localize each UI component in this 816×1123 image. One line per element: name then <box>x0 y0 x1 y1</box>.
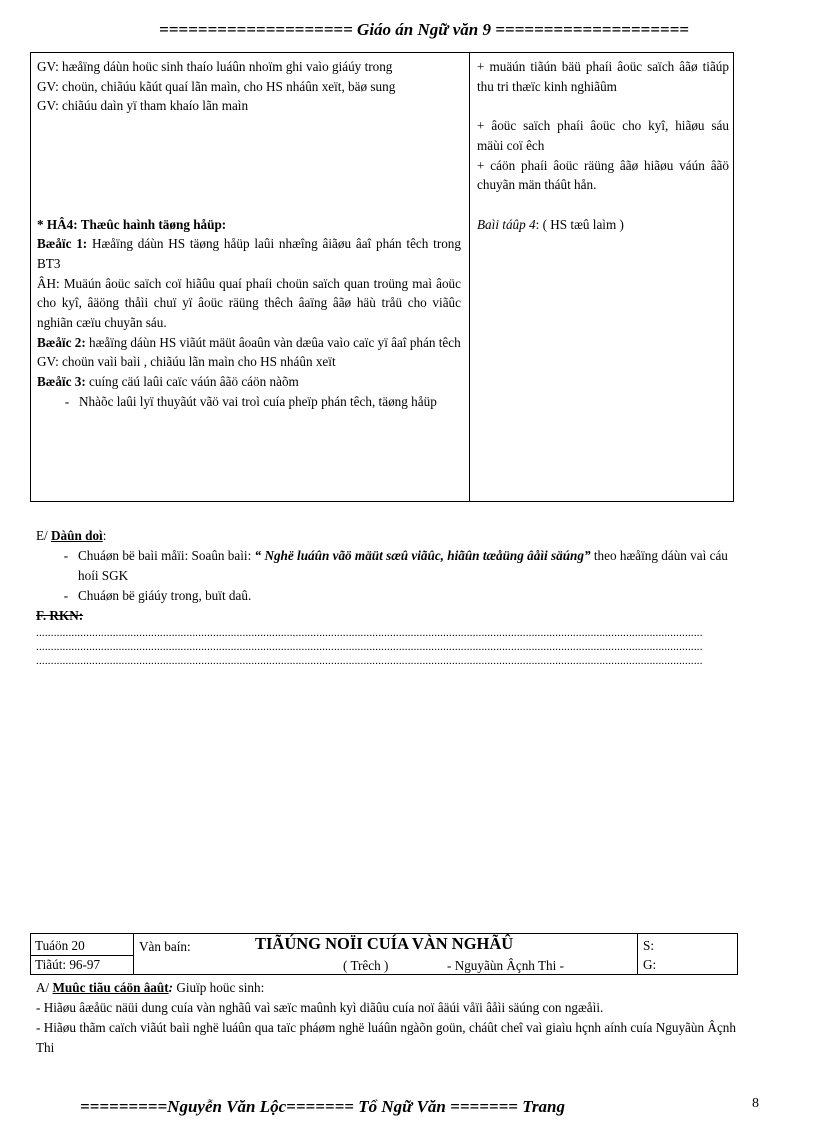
s-label: S: <box>643 938 654 953</box>
bullet-item: - Chuáøn bë giáúy trong, buït daû. <box>63 588 252 603</box>
text-line: + cáön phaíi âoüc räüng âãø hiãøu váún âãö chuyãn män tháût hån. <box>477 157 729 193</box>
step-2: Bæåïc 2: hæåïng dáùn HS viãút mäüt âoaûn vàn dæûa vaìo caïc yï âaî phán têch <box>37 334 461 350</box>
homework-heading: E/ Dàûn doì: <box>36 528 107 543</box>
activity-heading: * HÂ4: Thæûc haình täøng håüp: <box>37 216 227 232</box>
objective-item: - Hiãøu thãm caïch viãút baìi nghë luáûn qua taïc pháøm nghë luáûn ngàõn goün, cháût cheî vaì giaìu hçnh aính cuía Nguyãùn Âçnh Thi <box>36 1020 736 1055</box>
lesson-info-table <box>30 933 738 975</box>
column-divider <box>469 53 470 501</box>
rkn-heading: F. RKN: <box>36 608 84 623</box>
excerpt-note: ( Trêch ) <box>343 958 389 973</box>
step-3: Bæåïc 3: cuíng cäú laûi caïc váún âãö cáön nàõm <box>37 374 299 390</box>
text-line: GV: hæåïng dáùn hoüc sinh thaío luáûn nhoïm ghi vaìo giáúy trong <box>37 59 393 74</box>
objectives-section <box>36 978 736 1058</box>
dotted-line: .................................................................................................................................................................................................................................. <box>36 627 703 639</box>
text-line: + âoüc saïch phaíi âoüc cho kyî, hiãøu sáu mäùi coï êch <box>477 118 729 153</box>
bullet-item: - Nhàõc laûi lyï thuyãút vãö vai troì cuía pheïp phán têch, täøng håüp <box>64 393 437 409</box>
activity-table <box>30 52 734 502</box>
step-1: Bæåïc 1: Hæåïng dáùn HS täøng håüp laûi nhæîng âiãøu âaî phán têch trong BT3 <box>37 236 461 271</box>
exercise-line: Baìi táûp 4: ( HS tæû laìm ) <box>477 216 624 232</box>
page-footer: =========Nguyễn Văn Lộc======= Tổ Ngữ Văn ======= Trang <box>80 1097 566 1116</box>
dotted-line: .................................................................................................................................................................................................................................. <box>36 655 703 667</box>
text-line: GV: choün vaìi baìi , chiãúu lãn maìn cho HS nháûn xeït <box>37 354 336 370</box>
g-label: G: <box>643 957 657 972</box>
homework-section <box>36 526 736 626</box>
teacher-activities-column <box>37 57 461 412</box>
text-line: GV: choün, chiãúu kãút quaí lãn maìn, cho HS nháûn xeït, bäø sung <box>37 78 396 94</box>
page-header: ==================== Giáo án Ngữ văn 9 ==================== <box>159 20 689 39</box>
text-line: + muäún tiãún bäü phaíi âoüc saïch âãø tiãúp thu tri thæïc kinh nghiãûm <box>477 59 729 94</box>
objective-item: - Hiãøu âæåüc näüi dung cuía vàn nghãû vaì sæïc maûnh kyì diãûu cuía noï âäúi våïi âåìi säúng con ngæåìi. <box>36 1000 604 1015</box>
bullet-item: - Chuáøn bë baìi måïi: Soaûn baìi: “ Nghë luáûn vãö mäüt sæû viãûc, hiãûn tæåüng âåìi säúng” theo hæåïng dáùn vaì cáu hoíi SGK <box>63 548 728 583</box>
text-line: GV: chiãúu daìn yï tham khaío lãn maìn <box>37 98 249 114</box>
lesson-title: TIÃÚNG NOÏI CUÍA VÀN NGHÃÛ <box>255 934 514 953</box>
week-cell: Tuáön 20 <box>35 938 85 953</box>
student-activities-column <box>477 57 729 234</box>
period-cell: Tiãút: 96-97 <box>35 957 101 972</box>
text-label: Vàn baín: <box>139 939 191 954</box>
dotted-line: .................................................................................................................................................................................................................................. <box>36 641 703 653</box>
objectives-heading: A/ Muûc tiãu cáön âaût: Giuïp hoüc sinh: <box>36 980 265 995</box>
emphasis-note: ÂH: Muäún âoüc saïch coï hiãûu quaí phaíi choün saïch quan troüng maì âoüc cho kyî, âäöng thåìi chuï yï âoüc räüng thêch âaïng âãø häù tråü cho viãûc nghiãn cæïu chuyãn sáu. <box>37 275 461 331</box>
page-number: 8 <box>752 1096 759 1111</box>
author: - Nguyãùn Âçnh Thi - <box>447 958 564 973</box>
